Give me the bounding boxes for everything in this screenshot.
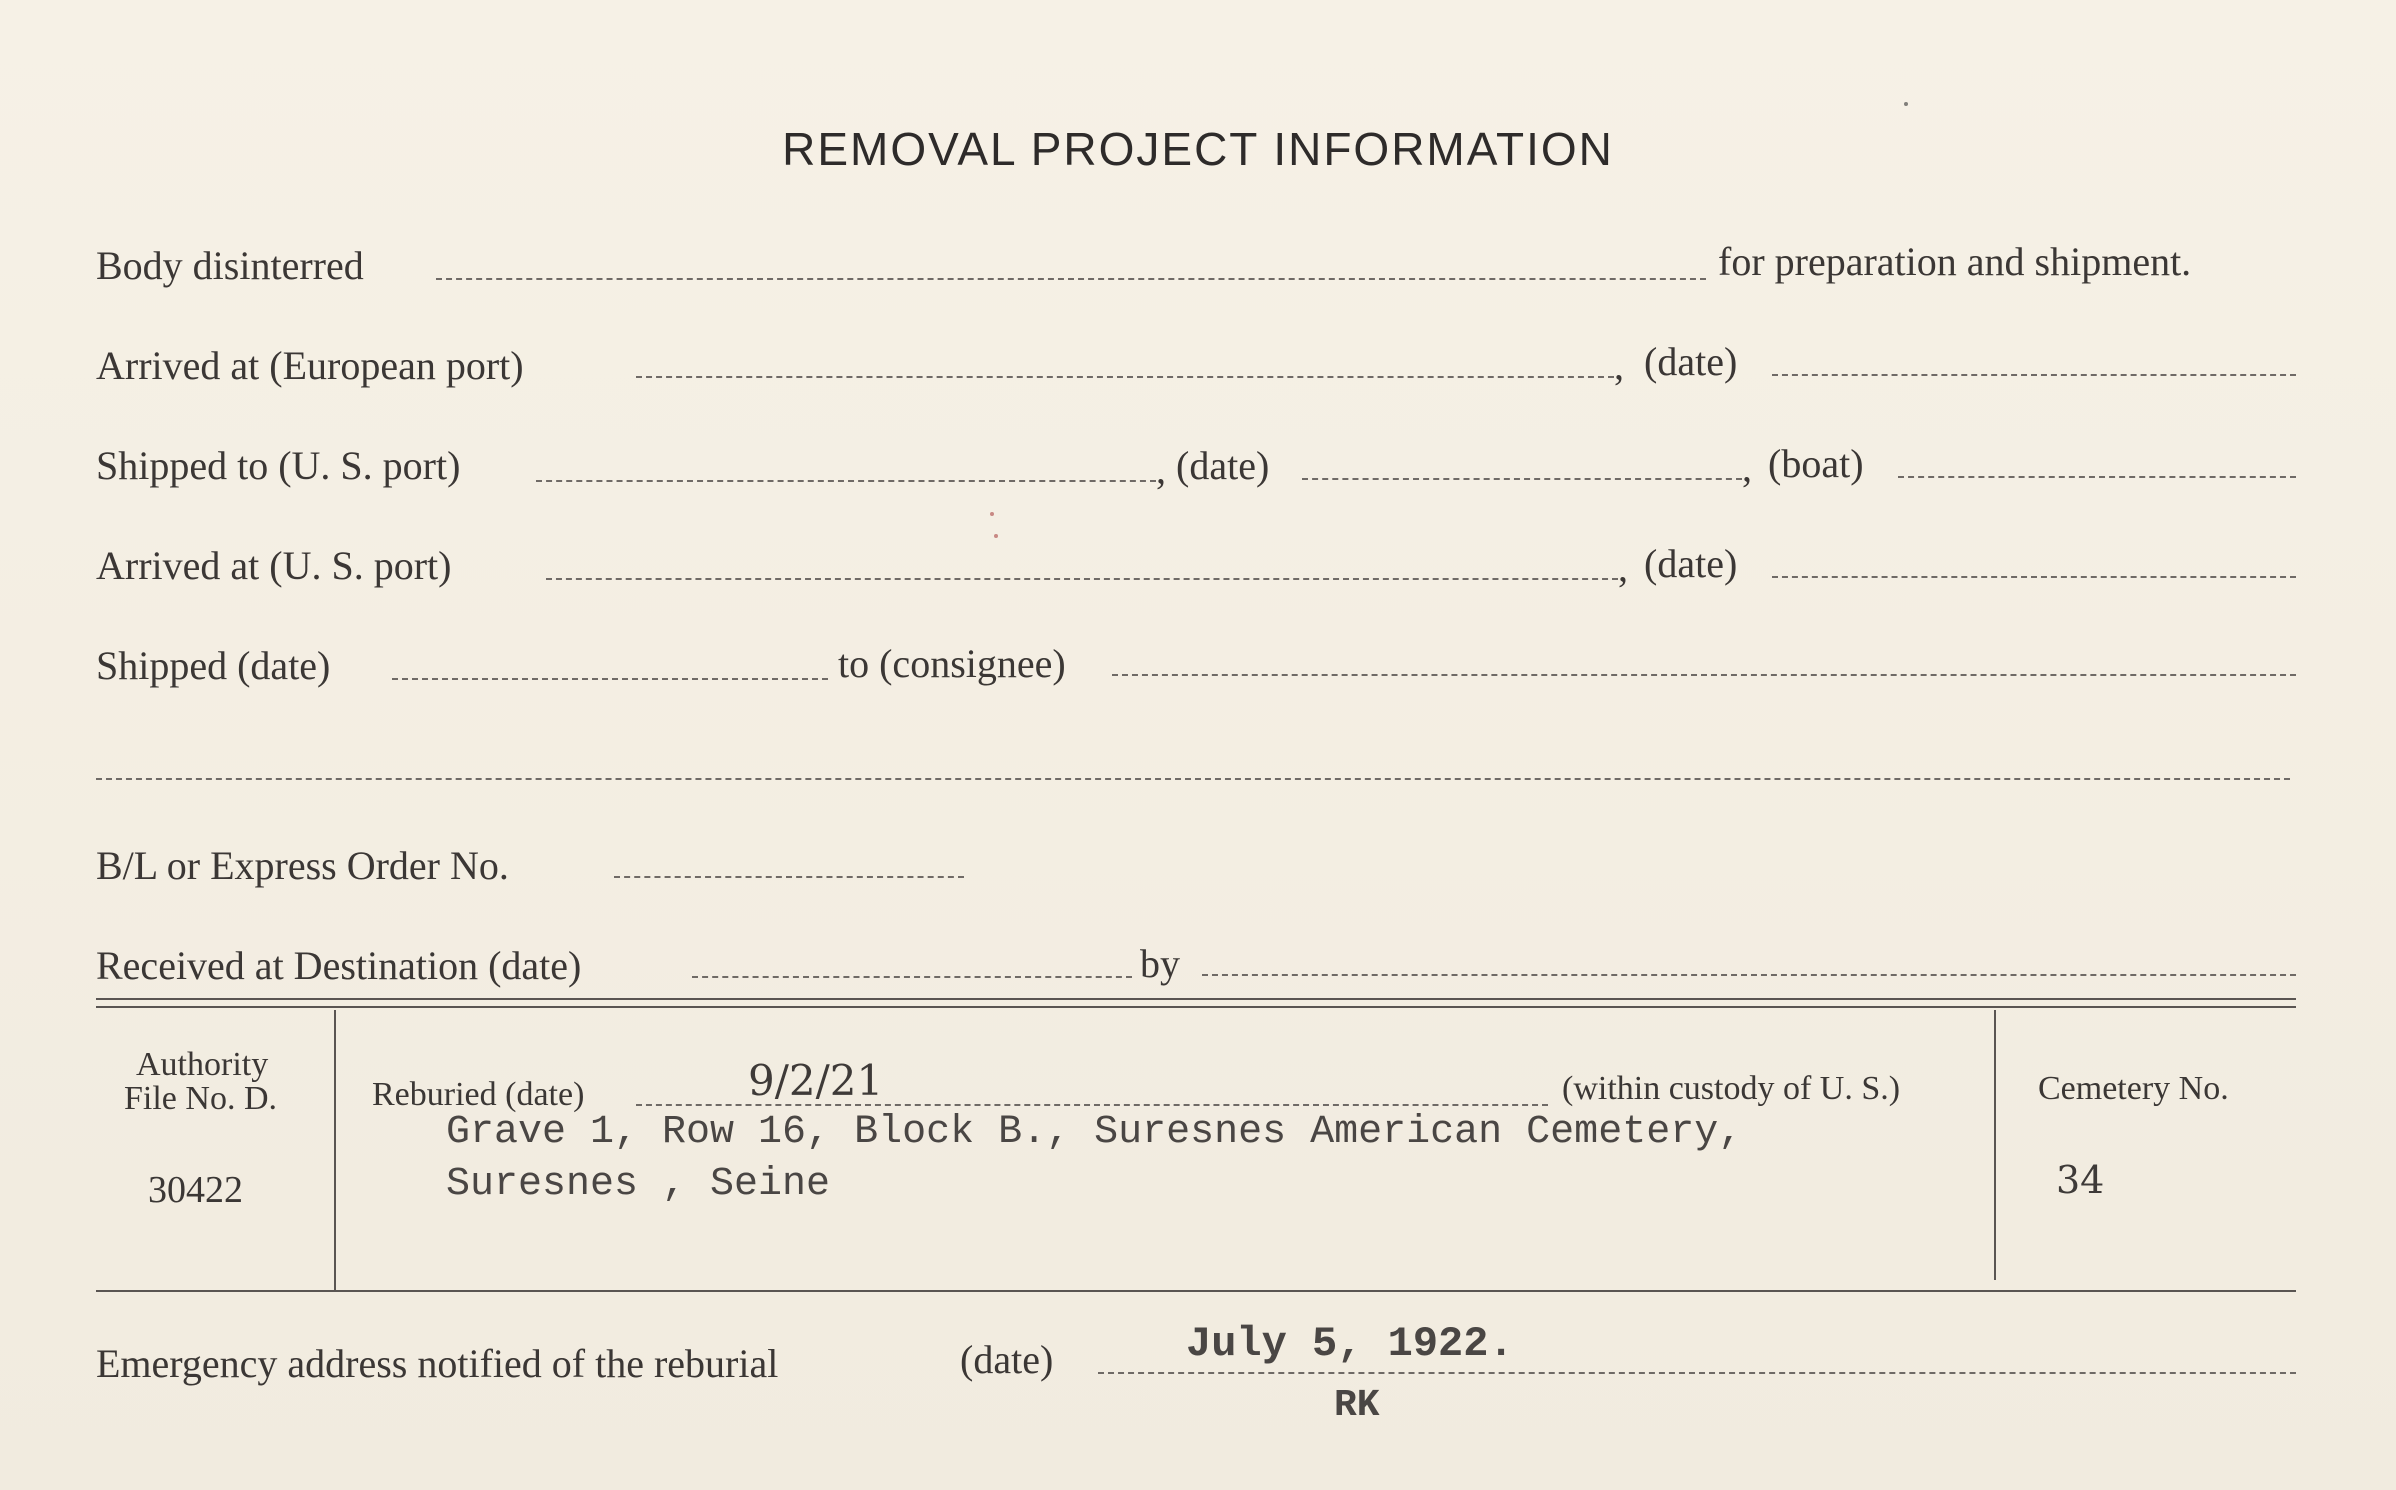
consignee-line [1112,674,2296,676]
shipped-date-row-line [392,678,828,680]
european-date-line [1772,374,2296,376]
boat-label: (boat) [1768,441,1864,486]
for-preparation-label: for preparation and shipment. [1718,239,2192,284]
european-port-comma: , [1614,343,1624,388]
box-right-divider [1994,1010,1996,1280]
emergency-address-label: Emergency address notified of the reburial [96,1341,779,1386]
emergency-date-label: (date) [960,1337,1054,1382]
ink-fleck [990,512,994,516]
shipped-date-comma: , [1742,445,1752,490]
european-port-line [636,376,1614,378]
cemetery-number: 34 [2056,1158,2105,1202]
authority-label: Authority [136,1046,269,1083]
custody-label: (within custody of U. S.) [1562,1070,1901,1107]
arrived-us-date-line [1772,576,2296,578]
box-top-rule-1 [96,998,2296,1000]
emergency-date-line [1098,1372,2296,1374]
arrived-us-date-label: (date) [1644,541,1738,586]
page-title: REMOVAL PROJECT INFORMATION [782,123,1614,175]
file-number: 30422 [148,1169,243,1211]
bl-order-line [614,876,964,878]
boat-line [1898,476,2296,478]
received-date-line [692,976,1132,978]
box-top-rule-2 [96,1006,2296,1008]
reviewer-initials: RK [1334,1384,1380,1427]
shipped-date-row-label: Shipped (date) [96,643,331,688]
arrived-european-port-label: Arrived at (European port) [96,343,524,388]
ink-fleck [994,534,998,538]
box-left-divider [334,1010,336,1290]
cemetery-no-label: Cemetery No. [2038,1070,2229,1107]
consignee-continuation-line [96,778,2290,780]
shipped-date-line [1302,478,1742,480]
to-consignee-label: to (consignee) [838,641,1066,686]
shipped-to-us-port-label: Shipped to (U. S. port) [96,443,461,488]
received-by-line [1202,974,2296,976]
ink-dot [1904,102,1908,106]
emergency-date-value: July 5, 1922. [1186,1320,1514,1368]
arrived-us-comma: , [1618,545,1628,590]
shipped-date-label: (date) [1176,443,1270,488]
reburied-label: Reburied (date) [372,1076,585,1113]
us-port-line [536,480,1156,482]
reburied-date-value: 9/2/21 [748,1056,884,1105]
received-destination-label: Received at Destination (date) [96,943,582,988]
grave-location-line-1: Grave 1, Row 16, Block B., Suresnes American Cemetery, [446,1110,1743,1155]
body-disinterred-line [436,278,1706,280]
body-disinterred-label: Body disinterred [96,243,364,288]
bl-order-label: B/L or Express Order No. [96,843,509,888]
grave-location-line-2: Suresnes , Seine [446,1162,831,1207]
us-port-comma: , [1156,447,1166,492]
box-bottom-rule [96,1290,2296,1292]
arrived-us-port-label: Arrived at (U. S. port) [96,543,452,588]
file-no-label: File No. D. [124,1080,277,1117]
by-label: by [1140,941,1180,986]
arrived-us-port-line [546,578,1618,580]
european-date-label: (date) [1644,339,1738,384]
